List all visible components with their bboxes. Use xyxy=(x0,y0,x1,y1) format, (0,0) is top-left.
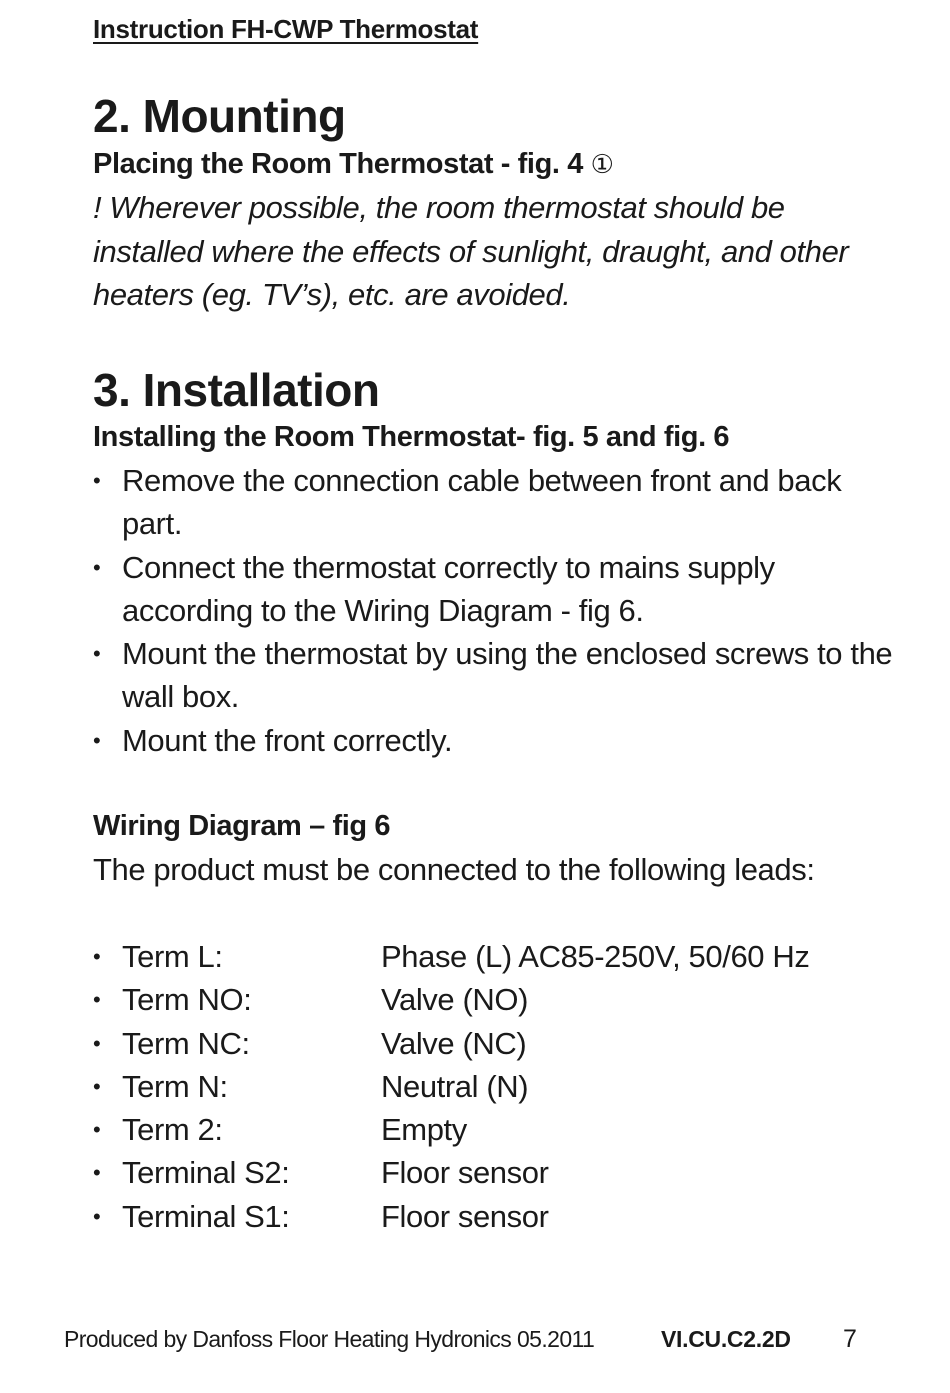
document-header-title: Instruction FH-CWP Thermostat xyxy=(93,14,479,44)
list-item xyxy=(93,978,893,1021)
subheading-wiring-diagram: Wiring Diagram – fig 6 xyxy=(93,810,391,842)
bullet-dot: • xyxy=(93,554,101,580)
bullet-dot: • xyxy=(93,987,101,1013)
mounting-note: ! Wherever possible, the room thermostat should be installed where the effects of sunlight, draught, and other heaters (eg. TV’s), etc. are avoided. xyxy=(93,190,849,312)
terminal-label: Term L: xyxy=(122,939,223,974)
installation-step-text: Mount the front correctly. xyxy=(122,722,453,758)
list-item xyxy=(93,632,893,719)
terminal-connection: Neutral (N) xyxy=(381,1068,529,1104)
terminal-label: Term 2: xyxy=(122,1112,223,1148)
bullet-dot: • xyxy=(93,944,101,969)
terminal-label: Terminal S1: xyxy=(122,1198,290,1234)
terminal-connection: Phase (L) AC85-250V, 50/60 Hz xyxy=(381,939,810,974)
list-item xyxy=(93,1195,893,1238)
list-item xyxy=(93,935,893,978)
terminal-connection: Valve (NC) xyxy=(381,1025,527,1061)
list-item xyxy=(93,1065,893,1108)
wiring-intro: The product must be connected to the following leads: xyxy=(93,852,815,887)
subheading-installing-thermostat: Installing the Room Thermostat- fig. 5 and fig. 6 xyxy=(93,421,730,453)
bullet-dot: • xyxy=(93,1030,101,1056)
list-item xyxy=(93,546,893,633)
bullet-dot: • xyxy=(93,641,101,667)
bullet-dot: • xyxy=(93,1073,101,1099)
bullet-dot: • xyxy=(93,1117,101,1143)
bullet-dot: • xyxy=(93,468,101,493)
terminal-connection: Valve (NO) xyxy=(381,982,529,1018)
terminal-label: Term NO: xyxy=(122,982,252,1018)
terminal-connection: Empty xyxy=(381,1112,467,1148)
bullet-dot: • xyxy=(93,1160,101,1186)
installation-step-text: Mount the thermostat by using the enclosed screws to the wall box. xyxy=(122,636,893,715)
footer-document-code: VI.CU.C2.2D xyxy=(661,1326,791,1352)
page-footer xyxy=(64,1322,864,1356)
installation-steps-list xyxy=(93,459,893,762)
list-item xyxy=(93,1151,893,1194)
terminal-label: Terminal S2: xyxy=(122,1155,290,1191)
installation-step-text: Connect the thermostat correctly to mains supply according to the Wiring Diagram - fig 6. xyxy=(122,549,775,628)
page-number: 7 xyxy=(843,1325,857,1353)
terminal-connection: Floor sensor xyxy=(381,1155,549,1191)
wiring-terms-list xyxy=(93,935,893,1238)
installation-step-text: Remove the connection cable between front and back part. xyxy=(122,463,842,542)
list-item xyxy=(93,1108,893,1151)
circled-one-marker: ① xyxy=(590,149,614,179)
bullet-dot: • xyxy=(93,727,101,753)
list-item xyxy=(93,1022,893,1065)
list-item xyxy=(93,719,893,762)
subheading-placing-thermostat-text: Placing the Room Thermostat - fig. 4 xyxy=(93,148,583,180)
section-heading-installation: 3. Installation xyxy=(93,364,380,416)
terminal-label: Term N: xyxy=(122,1068,228,1104)
footer-produced-by: Produced by Danfoss Floor Heating Hydronics 05.2011 xyxy=(64,1326,595,1352)
section-heading-mounting: 2. Mounting xyxy=(93,90,346,142)
subheading-placing-thermostat xyxy=(93,146,614,182)
terminal-label: Term NC: xyxy=(122,1025,250,1061)
terminal-connection: Floor sensor xyxy=(381,1198,549,1234)
bullet-dot: • xyxy=(93,1203,101,1229)
list-item xyxy=(93,459,893,546)
